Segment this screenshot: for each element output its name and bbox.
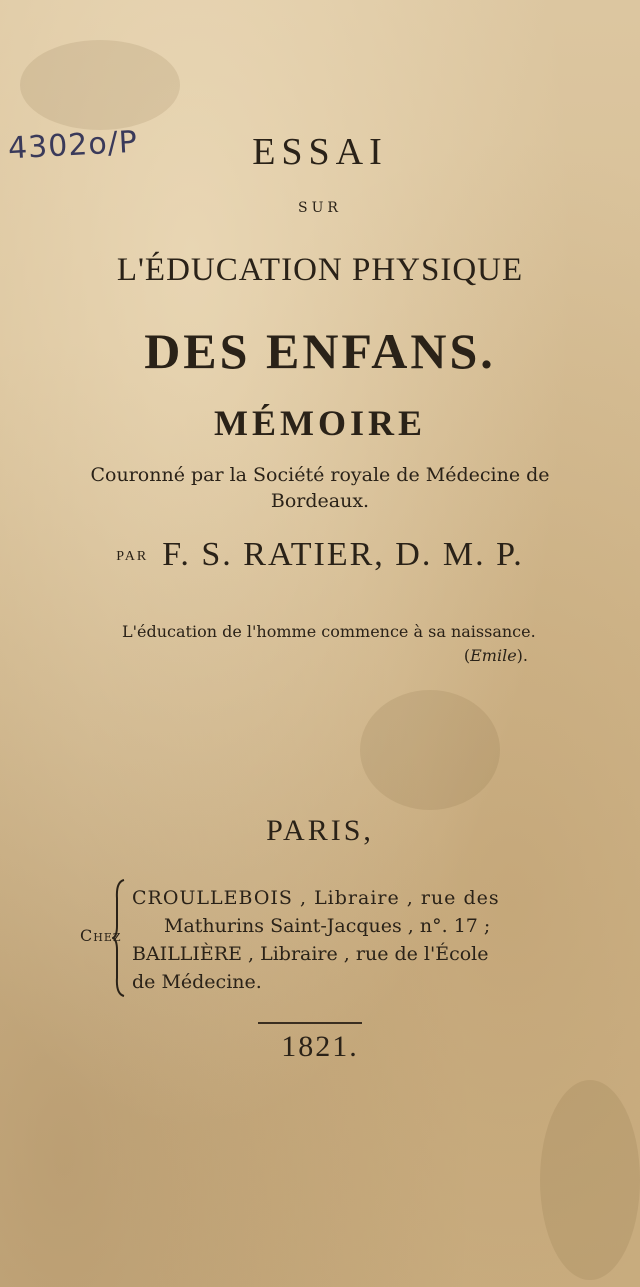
imprint-chez: Chez [80, 926, 122, 945]
author-name: F. S. RATIER, D. M. P. [162, 536, 524, 573]
imprint-year: 1821. [281, 1030, 359, 1063]
divider-rule [258, 1022, 362, 1024]
title-sur: SUR [298, 200, 342, 216]
award-statement: Couronné par la Société royale de Médecine de Bordeaux. [90, 464, 550, 512]
author-par: PAR [116, 549, 149, 565]
author-line [0, 536, 640, 574]
publisher-line-3: BAILLIÈRE , Libraire , rue de l'École [132, 943, 489, 965]
publisher-line-4: de Médecine. [132, 971, 262, 993]
imprint-city: PARIS, [266, 814, 374, 847]
epigraph-source-title: Emile [470, 646, 517, 665]
handwritten-shelfmark: 4302o/P [7, 124, 139, 167]
curly-brace-icon [112, 878, 126, 998]
epigraph-quote: L'éducation de l'homme commence à sa naissance. [122, 622, 536, 641]
paper-stain [540, 1080, 640, 1280]
publisher-line-1: CROULLEBOIS , Libraire , rue des [132, 887, 500, 909]
epigraph-source: (Emile). [463, 646, 528, 665]
paper-stain [360, 690, 500, 810]
memoire-heading: MÉMOIRE [214, 403, 426, 443]
title-essai: ESSAI [252, 131, 388, 173]
publishers-block [132, 884, 532, 996]
title-line-1: L'ÉDUCATION PHYSIQUE [116, 252, 524, 288]
paper-stain [20, 40, 180, 130]
publisher-line-2: Mathurins Saint-Jacques , n°. 17 ; [164, 915, 491, 937]
title-line-2: DES ENFANS. [144, 323, 496, 379]
